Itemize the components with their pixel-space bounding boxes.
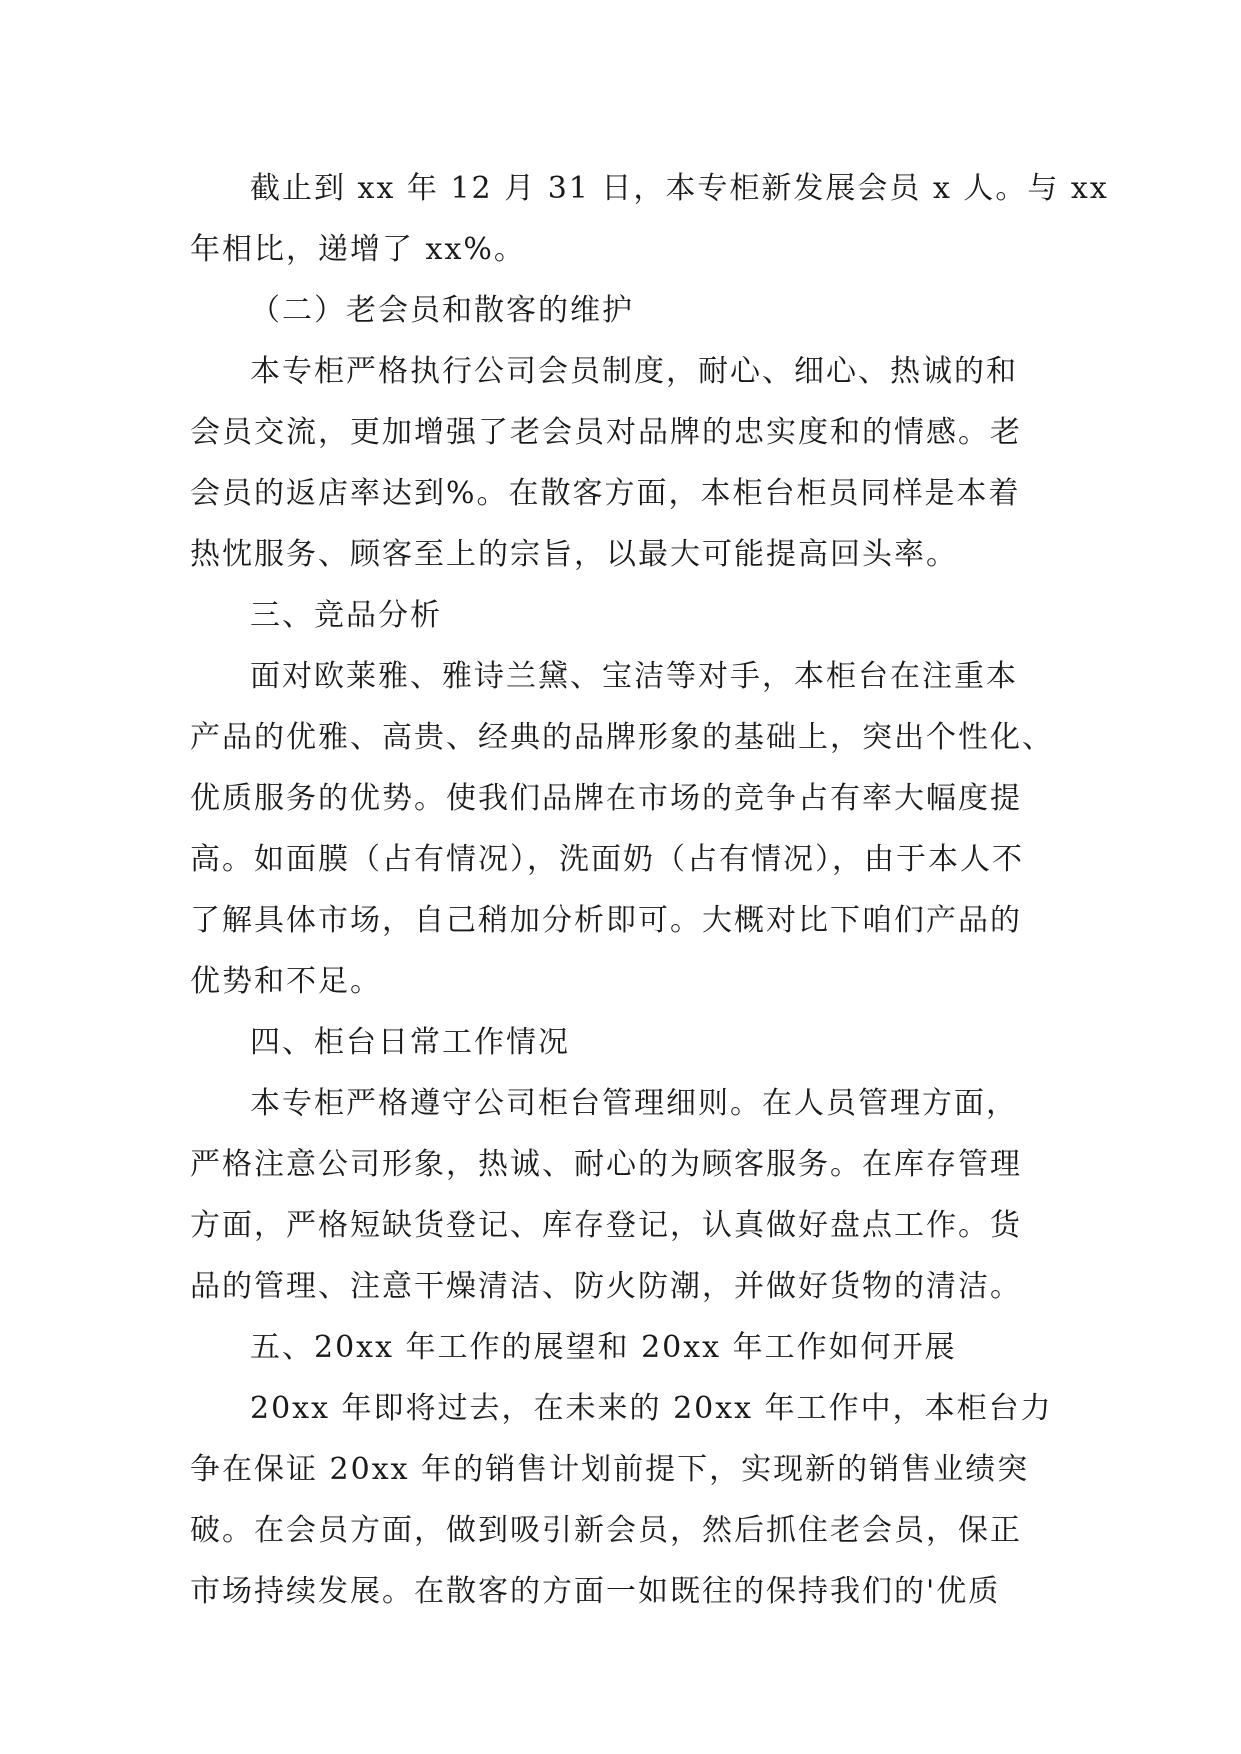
paragraph-line: 破。在会员方面，做到吸引新会员，然后抓住老会员，保正	[190, 1513, 1022, 1548]
paragraph-line: 严格注意公司形象，热诚、耐心的为顾客服务。在库存管理	[190, 1147, 1022, 1182]
paragraph-line: 本专柜严格遵守公司柜台管理细则。在人员管理方面，	[250, 1086, 1018, 1121]
paragraph-line: 了解具体市场，自己稍加分析即可。大概对比下咱们产品的	[190, 903, 1022, 938]
paragraph-line: 本专柜严格执行公司会员制度，耐心、细心、热诚的和	[250, 354, 1018, 389]
paragraph-line: 高。如面膜（占有情况），洗面奶（占有情况），由于本人不	[190, 842, 1024, 877]
paragraph-line: 产品的优雅、高贵、经典的品牌形象的基础上，突出个性化、	[190, 720, 1054, 755]
paragraph-line: 优质服务的优势。使我们品牌在市场的竞争占有率大幅度提	[190, 781, 1022, 816]
paragraph-line: 截止到 xx 年 12 月 31 日，本专柜新发展会员 x 人。与 xx	[250, 171, 1109, 206]
paragraph-line: 优势和不足。	[190, 964, 382, 999]
paragraph-line: 会员的返店率达到%。在散客方面，本柜台柜员同样是本着	[190, 476, 1021, 511]
document-body	[190, 158, 1109, 1622]
paragraph-line: 争在保证 20xx 年的销售计划前提下，实现新的销售业绩突	[190, 1452, 1030, 1487]
paragraph-line: 方面，严格短缺货登记、库存登记，认真做好盘点工作。货	[190, 1208, 1022, 1243]
paragraph-line: 面对欧莱雅、雅诗兰黛、宝洁等对手，本柜台在注重本	[250, 659, 1018, 694]
paragraph-line: 热忱服务、顾客至上的宗旨，以最大可能提高回头率。	[190, 537, 958, 572]
section-heading: （二）老会员和散客的维护	[250, 293, 634, 328]
section-heading: 五、20xx 年工作的展望和 20xx 年工作如何开展	[250, 1330, 957, 1365]
section-heading: 四、柜台日常工作情况	[250, 1025, 570, 1060]
paragraph-line: 20xx 年即将过去，在未来的 20xx 年工作中，本柜台力	[250, 1391, 1053, 1426]
paragraph-line: 品的管理、注意干燥清洁、防火防潮，并做好货物的清洁。	[190, 1269, 1022, 1304]
paragraph-line: 市场持续发展。在散客的方面一如既往的保持我们的'优质	[190, 1574, 1001, 1609]
paragraph-line: 年相比，递增了 xx%。	[190, 232, 526, 267]
section-heading: 三、竞品分析	[250, 598, 442, 633]
paragraph-line: 会员交流，更加增强了老会员对品牌的忠实度和的情感。老	[190, 415, 1022, 450]
